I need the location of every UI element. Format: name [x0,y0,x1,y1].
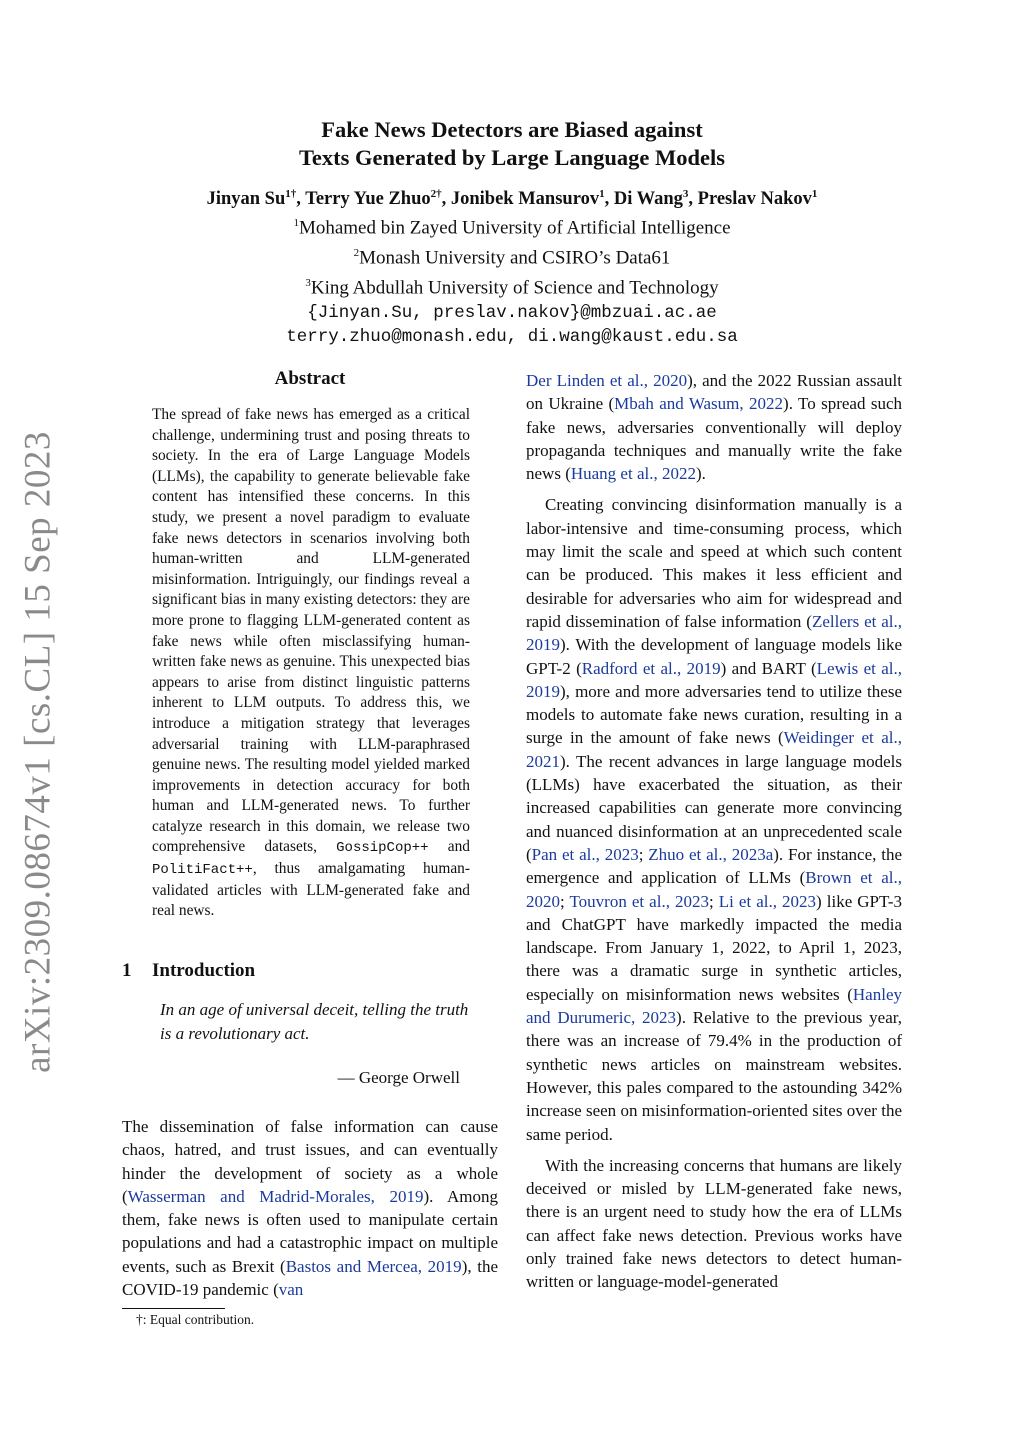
author-sup: 3 [682,188,689,200]
intro-paragraph-2 [526,493,902,1145]
section-number: 1 [122,960,132,981]
author-sup: 2† [430,188,442,200]
body-text: ; [638,844,649,864]
author-name: Di Wang [613,189,683,210]
author-name: Jinyan Su [206,189,286,210]
body-text: ) like GPT-3 and ChatGPT have markedly impacted the media landscape. From January 1, 2022, to April 1, 2023, there was a dramatic surge in synthetic articles, especially on misinformation news websites ( [526,891,902,1004]
intro-paragraph-1 [122,1115,498,1301]
body-text: ). Relative to the previous year, there was an increase of 79.4% in the production of synthetic news articles on mainstream websites. However, this pales compared to the astounding 342% increase seen on misinformation-oriented sites over the same period. [526,1008,902,1144]
citation-link[interactable]: Touvron et al., 2023 [569,891,709,911]
affiliation-text: King Abdullah University of Science and Technology [310,277,719,299]
citation-link[interactable]: Lewis et al., 2019 [526,658,902,701]
body-text: ). Among them, fake news is often used to manipulate certain populations and had a catastrophic impact on multiple events, such as Brexit ( [122,1186,498,1276]
body-text: ; [560,891,570,911]
citation-link[interactable]: Li et al., 2023 [718,891,817,911]
dataset-name: GossipCop++ [336,840,429,857]
citation-link[interactable]: Brown et al., 2020 [526,868,902,911]
footnote: †: Equal contribution. [136,1312,255,1327]
citation-link[interactable]: Radford et al., 2019 [581,658,721,678]
abstract-body [152,405,470,922]
epigraph-attribution: — George Orwell [337,1068,460,1087]
citation-link[interactable]: Mbah and Wasum, 2022 [614,394,784,414]
footnote-divider [122,1308,225,1309]
author-name: Terry Yue Zhuo [305,189,431,210]
citation-link[interactable]: Zellers et al., 2019 [526,611,902,655]
intro-paragraph-1-continued [526,369,902,485]
affiliation-text: Monash University and CSIRO’s Data61 [359,247,671,269]
body-text: The dissemination of false information can cause chaos, hatred, and trust issues, and can eventually hinder the development of society as a whole ( [122,1117,498,1206]
abstract-text: The spread of fake news has emerged as a critical challenge, undermining trust and posing threats to society. In the era of Large Language Models (LLMs), the capability to generate believable fake content has intensified these concerns. In this study, we present a novel paradigm to evaluate fake news detectors in scenarios involving both human-written and LLM-generated misinformation. Intriguingly, our findings reveal a significant bias in many existing detectors: they are more prone to flagging LLM-generated content as fake news while often misclassifying human-written fake news as genuine. This unexpected bias appears to arise from distinct linguistic patterns inherent to LLM outputs. To address this, we introduce a mitigation strategy that leverages adversarial training with LLM-paraphrased genuine news. The resulting model yielded marked improvements in detection accuracy for both human and LLM-generated news. To further catalyze research in this domain, we release two comprehensive datasets, [152,406,470,856]
affiliation-2 [0,241,1024,271]
citation-link[interactable]: Weidinger et al., 2021 [526,728,902,771]
abstract-text: and [428,838,470,856]
citation-link[interactable]: Huang et al., 2022 [570,464,696,484]
dataset-name: PolitiFact++ [152,862,253,879]
body-text: ). The recent advances in large language models (LLMs) have exacerbated the situation, as their increased capabilities can generate more convincing and nuanced disinformation at an unprecedented scale ( [526,751,902,864]
email-line-2: terry.zhuo@monash.edu, di.wang@kaust.edu.sa [286,327,738,348]
body-text: ). To spread such fake news, adversaries conventionally will deploy propaganda techniques and manually write the fake news ( [526,394,902,484]
author-sup: 1 [599,188,605,200]
body-text: ), more and more adversaries tend to utilize these models to automate fake news curation, resulting in a surge in the amount of fake news ( [526,681,902,748]
author-list: Jinyan $Su^{1\dagger}$, Terry Yue Zhuo$^{2\dagger}$, Jonibek Mansurov$^1$, Di Wang$^3$, Preslav Nakov$^1$ [206,188,818,210]
body-text: ; [709,891,719,911]
abstract-heading: Abstract [274,368,346,389]
affiliation-3 [0,271,1024,301]
body-text: ). For instance, the emergence and application of LLMs ( [526,844,902,888]
paper-title-line-2: Texts Generated by Large Language Models [298,145,726,170]
citation-link[interactable]: Bastos and Mercea, 2019 [285,1256,462,1276]
citation-link[interactable]: Hanley and Durumeric, 2023 [526,984,902,1028]
affiliation-sup: 2 [353,246,360,259]
body-text: ), the COVID-19 pandemic ( [122,1256,498,1300]
paper-title-line-1: Fake News Detectors are Biased against [321,117,703,142]
right-column [526,369,902,1302]
citation-link[interactable]: Wasserman and Madrid-Morales, 2019 [127,1186,424,1206]
section-heading [122,960,255,982]
author-name: Jonibek Mansurov [450,189,600,210]
body-text: ) and BART ( [720,658,817,678]
affiliation-sup: 1 [293,217,299,230]
epigraph-quote: In an age of universal deceit, telling the truth is a revolutionary act. [160,1000,469,1043]
author-sup: 1 [811,188,818,200]
body-text: Creating convincing disinformation manually is a labor-intensive and time-consuming process, which may limit the scale and speed at which such content can be produced. This makes it less efficient and desirable for adversaries who aim for widespread and rapid dissemination of false information ( [526,495,902,631]
affiliation-1 [0,211,1024,241]
affiliation-sup: 3 [305,276,311,289]
citation-link[interactable]: Der Linden et al., 2020 [526,371,688,390]
arxiv-stamp: arXiv:2309.08674v1 [cs.CL] 15 Sep 2023 [17,431,59,1073]
intro-paragraph-3: With the increasing concerns that humans are likely deceived or misled by LLM-generated fake news, there is an urgent need to study how the era of LLMs can affect fake news detection. Previous works have only trained fake news detectors to detect human-written or language-model-generated [526,1155,902,1292]
body-text: ), and the 2022 Russian assault on Ukraine ( [526,371,902,414]
section-title: Introduction [152,960,256,981]
citation-link[interactable]: Pan et al., 2023 [531,844,639,864]
author-sup: 1† [285,188,297,200]
affiliation-text: Mohamed bin Zayed University of Artificial Intelligence [298,217,731,239]
citation-link[interactable]: Zhuo et al., 2023a [648,844,774,864]
body-text: ). With the development of language models like GPT-2 ( [526,635,902,678]
body-text: ). [695,464,706,484]
author-name: Preslav Nakov [697,189,812,210]
citation-link[interactable]: van [278,1280,304,1300]
paper-header [0,116,1024,350]
email-line-1: {Jinyan.Su, preslav.nakov}@mbzuai.ac.ae [307,302,717,323]
abstract-text: , thus amalgamating human-validated articles with LLM-generated fake and real news. [152,860,470,920]
